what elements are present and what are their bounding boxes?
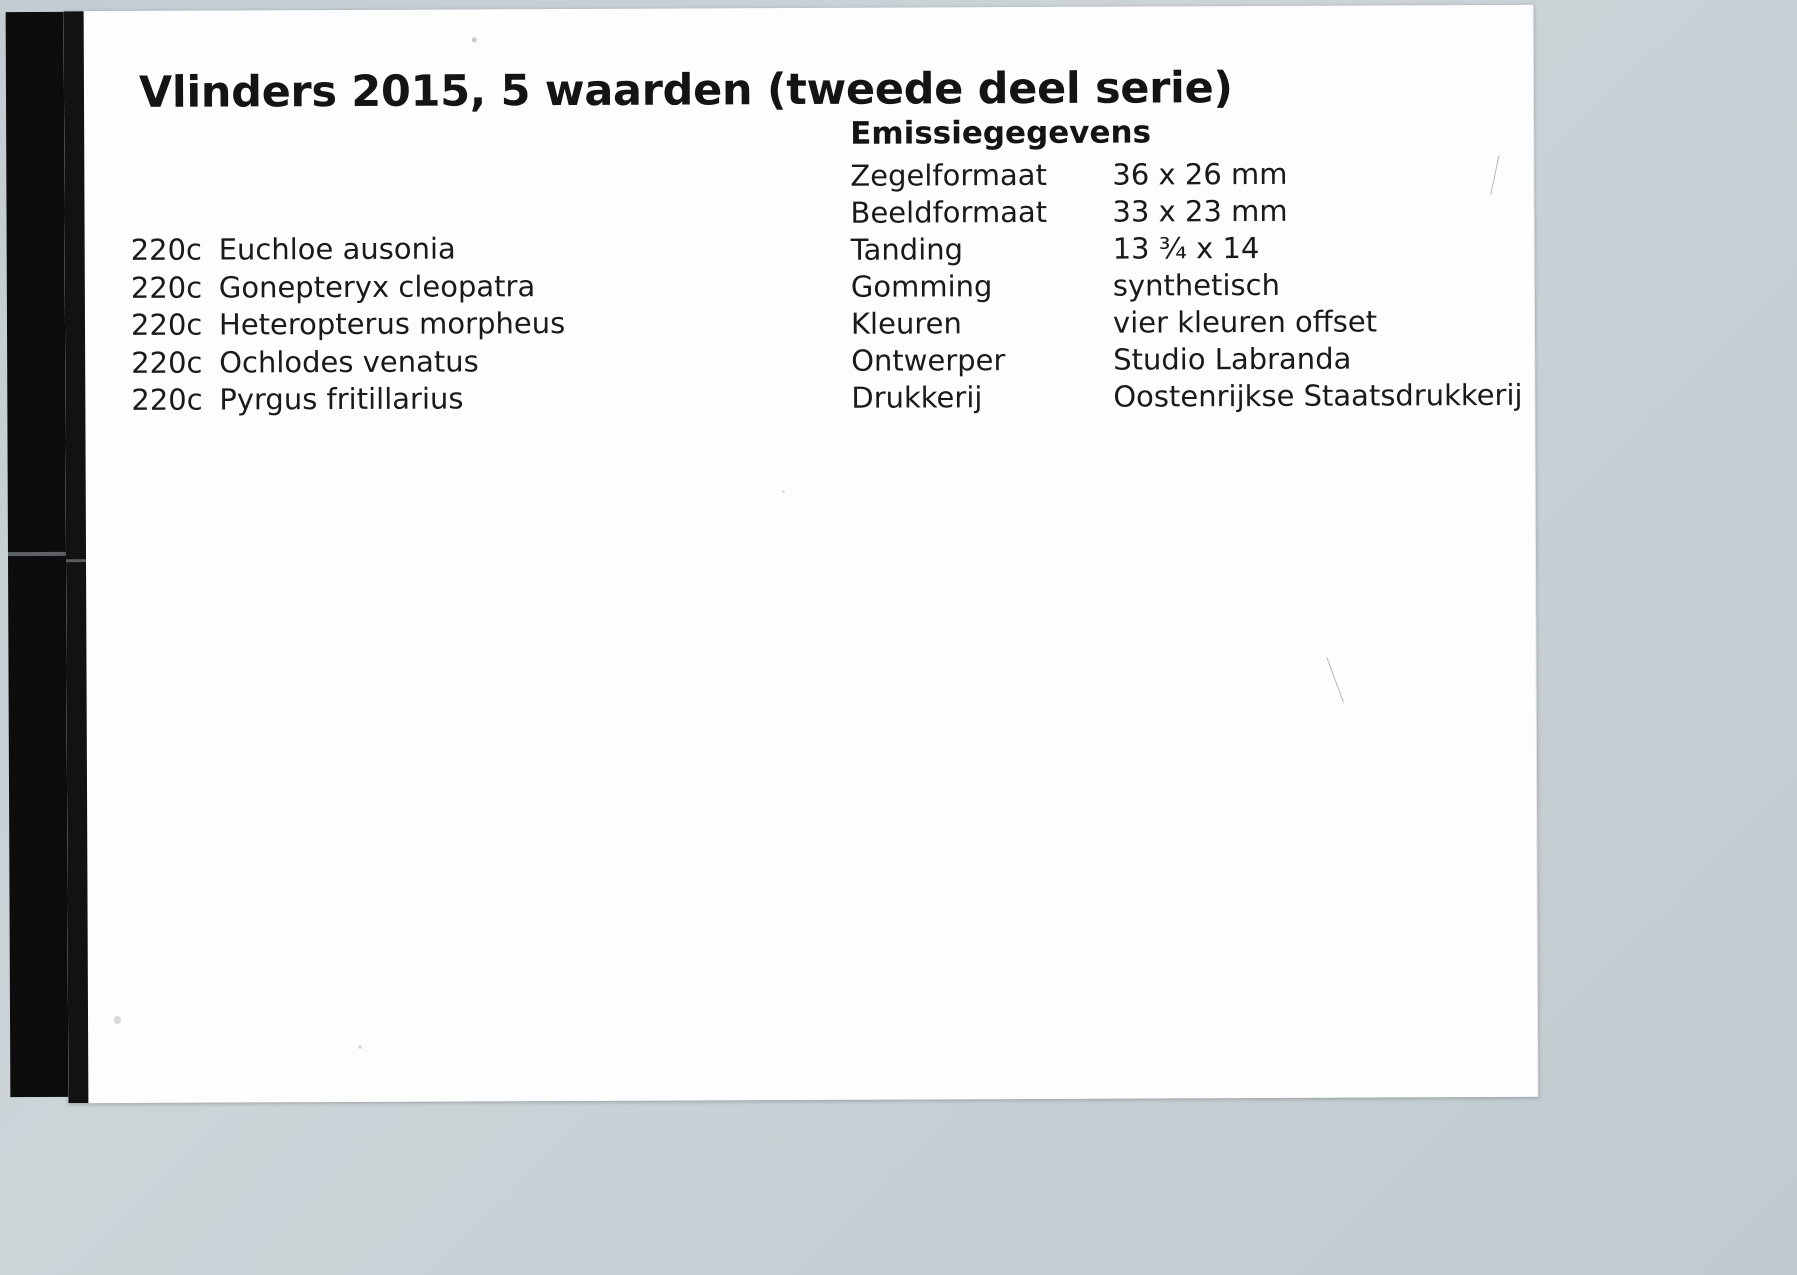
- spec-label: Zegelformaat: [850, 157, 1047, 193]
- scan-speck: [472, 37, 477, 42]
- stamp-denomination: 220c: [130, 307, 203, 342]
- emission-heading: Emissiegegevens: [850, 114, 1152, 152]
- spec-value: 33 x 23 mm: [1112, 193, 1288, 229]
- scan-speck: [782, 490, 785, 493]
- list-item: [131, 305, 771, 345]
- card-content: [64, 5, 1539, 1103]
- spec-label: Ontwerper: [851, 343, 1006, 378]
- spec-label: Tanding: [850, 232, 964, 267]
- stamp-denomination: 220c: [131, 345, 203, 380]
- stamp-species-name: Pyrgus fritillarius: [219, 381, 464, 417]
- spec-row: [851, 267, 1511, 307]
- stamp-denomination: 220c: [130, 270, 203, 305]
- spec-value: vier kleuren offset: [1112, 304, 1378, 340]
- spec-label: Kleuren: [850, 306, 962, 341]
- emission-details: [850, 113, 1523, 418]
- scan-speck: [114, 1016, 121, 1024]
- page-gutter-seam: [8, 552, 66, 556]
- spec-value: 36 x 26 mm: [1112, 156, 1288, 192]
- list-item: [131, 380, 771, 420]
- spec-value: Studio Labranda: [1113, 341, 1352, 377]
- page-title: Vlinders 2015, 5 waarden (tweede deel serie): [138, 63, 1233, 118]
- list-item: [131, 230, 771, 270]
- scan-scratch: [1326, 657, 1344, 702]
- spec-row: [851, 341, 1511, 381]
- stamp-booklet-card: [64, 5, 1539, 1103]
- spec-label: Drukkerij: [851, 380, 983, 415]
- spec-value: synthetisch: [1112, 267, 1281, 303]
- scan-speck: [358, 1045, 362, 1049]
- stamp-species-name: Heteropterus morpheus: [218, 306, 566, 342]
- stamp-species-name: Gonepteryx cleopatra: [218, 268, 536, 305]
- stamp-species-name: Euchloe ausonia: [218, 231, 456, 267]
- spec-row: [850, 156, 1510, 196]
- stamp-values-list: [131, 230, 772, 420]
- spec-label: Gomming: [850, 269, 993, 304]
- spec-row: [850, 193, 1510, 233]
- spec-row: [851, 304, 1511, 344]
- spec-label: Beeldformaat: [850, 194, 1048, 230]
- list-item: [131, 268, 771, 308]
- list-item: [131, 343, 771, 383]
- stamp-denomination: 220c: [130, 232, 203, 267]
- spec-row: [851, 377, 1523, 418]
- stamp-species-name: Ochlodes venatus: [219, 343, 479, 380]
- spec-row: [851, 230, 1511, 270]
- spec-value: 13 ¾ x 14: [1112, 230, 1260, 266]
- spec-value: Oostenrijkse Staatsdrukkerij: [1113, 377, 1523, 414]
- stamp-denomination: 220c: [131, 382, 203, 417]
